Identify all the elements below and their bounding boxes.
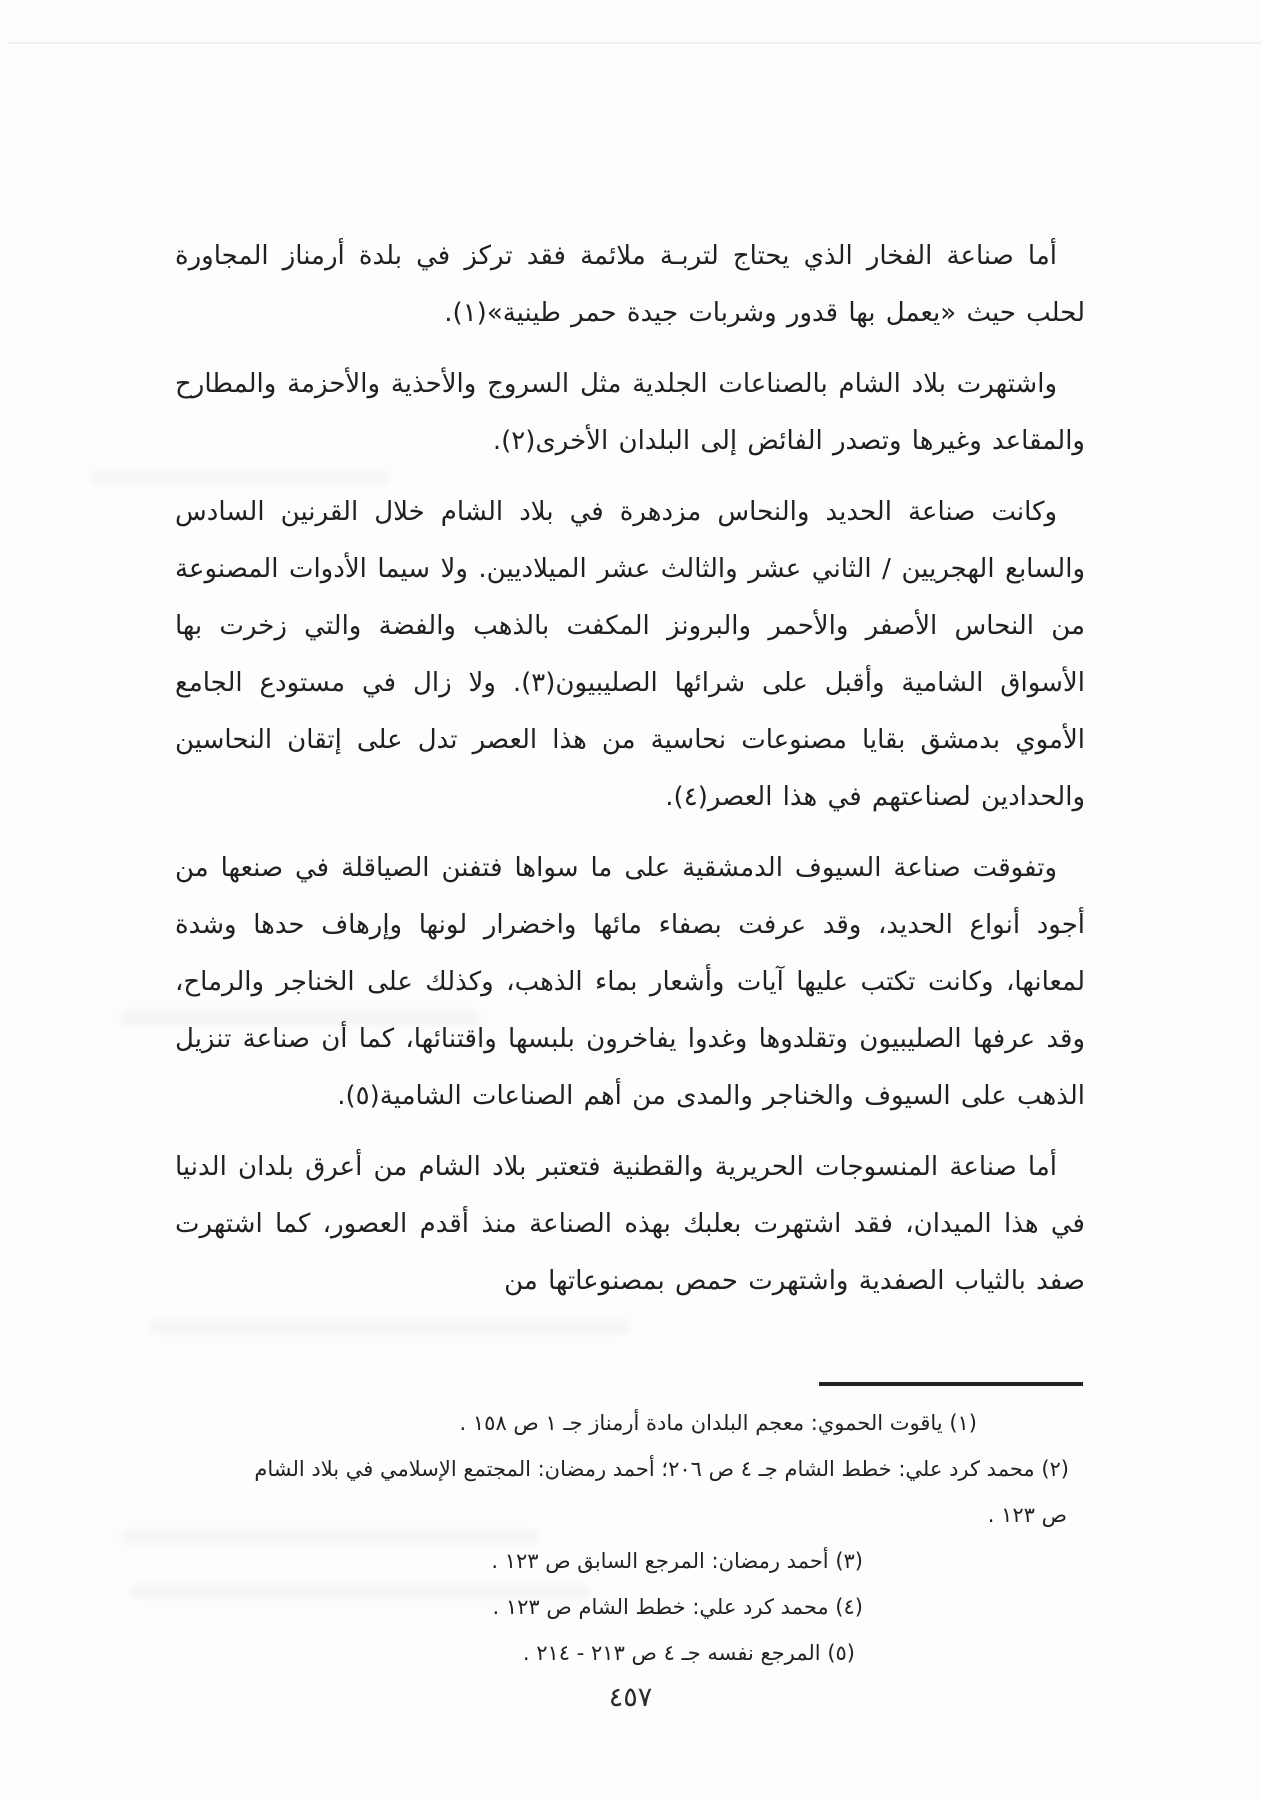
- body-paragraph-textiles: أما صناعة المنسوجات الحريرية والقطنية فتعتبر بلاد الشام من أعرق بلدان الدنيا في هذا الميدان، فقد اشتهرت بعلبك بهذه الصناعة منذ أقدم العصور، كما اشتهرت صفد بالثياب الصفدية واشتهرت حمص بمصنوعاتها من: [175, 1152, 1085, 1296]
- body-paragraph-leather: واشتهرت بلاد الشام بالصناعات الجلدية مثل السروج والأحذية والأحزمة والمطارح والمقاعد وغيرها وتصدر الفائض إلى البلدان الأخرى(٢).: [175, 369, 1085, 456]
- footnote-separator: [819, 1382, 1083, 1386]
- main-text-block: [175, 228, 1085, 1378]
- page-number: ٤٥٧: [608, 1682, 653, 1713]
- footnotes-block: [125, 1400, 1085, 1676]
- scan-edge-line: [8, 42, 1261, 44]
- footnote-3: (٣) أحمد رمضان: المرجع السابق ص ١٢٣ .: [491, 1549, 863, 1573]
- footnote-2: (٢) محمد كرد علي: خطط الشام جـ ٤ ص ٢٠٦؛ أحمد رمضان: المجتمع الإسلامي في بلاد الشام: [254, 1457, 1069, 1481]
- body-paragraph-pottery: أما صناعة الفخار الذي يحتاج لتربـة ملائمة فقد تركز في بلدة أرمناز المجاورة لحلب حيث «يعمل بها قدور وشربات جيدة حمر طينية»(١).: [175, 241, 1085, 328]
- footnote-1: (١) ياقوت الحموي: معجم البلدان مادة أرمناز جـ ١ ص ١٥٨ .: [459, 1411, 977, 1435]
- footnote-4: (٤) محمد كرد علي: خطط الشام ص ١٢٣ .: [492, 1595, 863, 1619]
- body-paragraph-metalwork: وكانت صناعة الحديد والنحاس مزدهرة في بلاد الشام خلال القرنين السادس والسابع الهجريين / الثاني عشر والثالث عشر الميلاديين. ولا سيما الأدوات المصنوعة من النحاس الأصفر والأحمر والبرونز المكفت بالذهب والفضة والتي زخرت بها الأسواق الشامية وأقبل على شرائها الصليبيون(٣). ولا زال في مستودع الجامع الأموي بدمشق بقايا مصنوعات نحاسية من هذا العصر تدل على إتقان النحاسين والحدادين لصناعتهم في هذا العصر(٤).: [175, 497, 1085, 812]
- footnote-2-continuation: ص ١٢٣ .: [987, 1503, 1067, 1527]
- body-paragraph-swords: وتفوقت صناعة السيوف الدمشقية على ما سواها فتفنن الصياقلة في صنعها من أجود أنواع الحديد، وقد عرفت بصفاء مائها واخضرار لونها وإرهاف حدها وشدة لمعانها، وكانت تكتب عليها آيات وأشعار بماء الذهب، وكذلك على الخناجر والرماح، وقد عرفها الصليبيون وتقلدوها وغدوا يفاخرون بلبسها واقتنائها، كما أن صناعة تنزيل الذهب على السيوف والخناجر والمدى من أهم الصناعات الشامية(٥).: [175, 853, 1085, 1111]
- footnote-5: (٥) المرجع نفسه جـ ٤ ص ٢١٣ - ٢١٤ .: [522, 1641, 855, 1665]
